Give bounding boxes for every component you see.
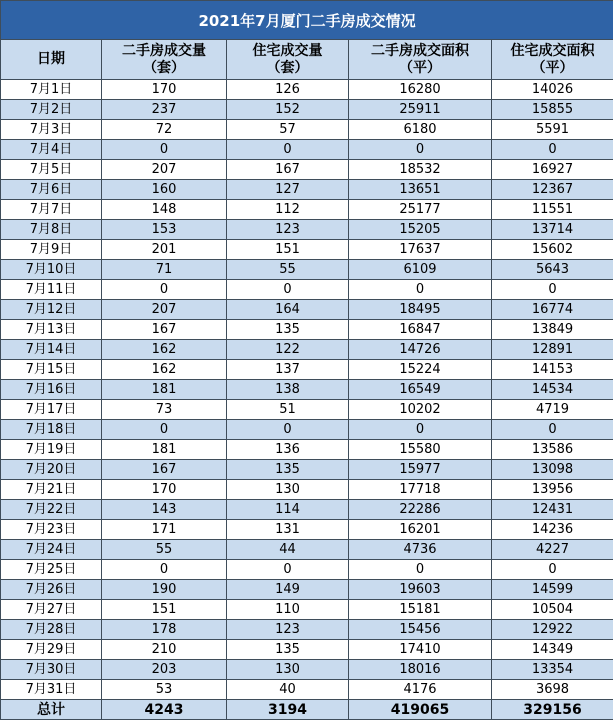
date-cell: 7月30日 [1,660,102,680]
secondhand-count-cell: 207 [102,160,227,180]
residential-area-cell: 12891 [492,340,613,360]
residential-count-cell: 135 [227,320,349,340]
residential-count-cell: 0 [227,140,349,160]
table-row [1,680,613,700]
table-row [1,380,613,400]
residential-area-cell: 11551 [492,200,613,220]
table-row [1,580,613,600]
residential-count-cell: 123 [227,220,349,240]
residential-area-cell: 15602 [492,240,613,260]
table-row [1,300,613,320]
secondhand-area-cell: 17718 [349,480,492,500]
table-row [1,280,613,300]
residential-count-cell: 55 [227,260,349,280]
residential-count-cell: 152 [227,100,349,120]
table-row [1,360,613,380]
header-date-label: 日期 [37,51,65,67]
secondhand-area-cell: 6180 [349,120,492,140]
header-residential-count-label: 住宅成交量 [253,43,323,59]
residential-count-cell: 114 [227,500,349,520]
table-row [1,420,613,440]
date-cell: 7月1日 [1,80,102,100]
residential-count-cell: 131 [227,520,349,540]
secondhand-area-cell: 0 [349,560,492,580]
header-secondhand-area-unit: （平） [399,60,441,76]
total-row [1,700,613,720]
table-row [1,400,613,420]
residential-area-cell: 10504 [492,600,613,620]
secondhand-count-cell: 151 [102,600,227,620]
date-cell: 7月6日 [1,180,102,200]
secondhand-count-cell: 153 [102,220,227,240]
secondhand-count-cell: 0 [102,420,227,440]
date-cell: 7月20日 [1,460,102,480]
date-cell: 7月13日 [1,320,102,340]
secondhand-count-cell: 55 [102,540,227,560]
secondhand-count-cell: 210 [102,640,227,660]
total-label: 总计 [1,700,102,720]
secondhand-count-cell: 0 [102,560,227,580]
residential-count-cell: 167 [227,160,349,180]
secondhand-area-cell: 16847 [349,320,492,340]
table-title: 2021年7月厦门二手房成交情况 [1,1,613,40]
table-row [1,480,613,500]
header-residential-count-unit: （套） [267,60,309,76]
date-cell: 7月4日 [1,140,102,160]
table-row [1,80,613,100]
date-cell: 7月12日 [1,300,102,320]
header-secondhand-count-label: 二手房成交量 [122,43,206,59]
table-row [1,160,613,180]
residential-area-cell: 13849 [492,320,613,340]
residential-count-cell: 57 [227,120,349,140]
header-residential-count [227,40,349,80]
residential-count-cell: 51 [227,400,349,420]
date-cell: 7月16日 [1,380,102,400]
table-row [1,240,613,260]
secondhand-area-cell: 16201 [349,520,492,540]
secondhand-count-cell: 160 [102,180,227,200]
date-cell: 7月24日 [1,540,102,560]
date-cell: 7月11日 [1,280,102,300]
residential-area-cell: 12431 [492,500,613,520]
date-cell: 7月15日 [1,360,102,380]
secondhand-area-cell: 18495 [349,300,492,320]
residential-count-cell: 126 [227,80,349,100]
table-row [1,620,613,640]
residential-count-cell: 164 [227,300,349,320]
table-row [1,540,613,560]
residential-count-cell: 130 [227,480,349,500]
secondhand-area-cell: 17637 [349,240,492,260]
table-row [1,640,613,660]
secondhand-count-cell: 72 [102,120,227,140]
residential-count-cell: 138 [227,380,349,400]
table-row [1,340,613,360]
date-cell: 7月26日 [1,580,102,600]
table-row [1,440,613,460]
secondhand-area-cell: 0 [349,140,492,160]
secondhand-area-cell: 13651 [349,180,492,200]
secondhand-count-cell: 203 [102,660,227,680]
residential-area-cell: 14236 [492,520,613,540]
secondhand-area-cell: 16549 [349,380,492,400]
secondhand-area-cell: 15181 [349,600,492,620]
header-row [1,40,613,80]
table-row [1,660,613,680]
residential-area-cell: 0 [492,560,613,580]
header-secondhand-count-unit: （套） [143,60,185,76]
total-residential-count-cell: 3194 [227,700,349,720]
secondhand-area-cell: 22286 [349,500,492,520]
date-cell: 7月21日 [1,480,102,500]
secondhand-area-cell: 25911 [349,100,492,120]
residential-area-cell: 4719 [492,400,613,420]
residential-area-cell: 13098 [492,460,613,480]
secondhand-count-cell: 181 [102,380,227,400]
secondhand-count-cell: 53 [102,680,227,700]
residential-count-cell: 40 [227,680,349,700]
residential-area-cell: 13354 [492,660,613,680]
title-row [1,1,613,40]
secondhand-count-cell: 71 [102,260,227,280]
table-row [1,140,613,160]
residential-count-cell: 135 [227,640,349,660]
residential-area-cell: 5591 [492,120,613,140]
residential-count-cell: 137 [227,360,349,380]
residential-area-cell: 13714 [492,220,613,240]
residential-area-cell: 13586 [492,440,613,460]
residential-area-cell: 0 [492,420,613,440]
table-row [1,520,613,540]
residential-area-cell: 14349 [492,640,613,660]
residential-area-cell: 12922 [492,620,613,640]
date-cell: 7月28日 [1,620,102,640]
header-secondhand-area-label: 二手房成交面积 [371,43,469,59]
secondhand-count-cell: 181 [102,440,227,460]
header-residential-area-label: 住宅成交面积 [511,43,595,59]
residential-count-cell: 0 [227,420,349,440]
date-cell: 7月2日 [1,100,102,120]
secondhand-area-cell: 15205 [349,220,492,240]
total-secondhand-count-cell: 4243 [102,700,227,720]
residential-count-cell: 110 [227,600,349,620]
header-residential-area-unit: （平） [532,60,574,76]
table-row [1,320,613,340]
date-cell: 7月25日 [1,560,102,580]
table-row [1,220,613,240]
secondhand-count-cell: 148 [102,200,227,220]
residential-area-cell: 0 [492,280,613,300]
residential-area-cell: 16927 [492,160,613,180]
header-date [1,40,102,80]
secondhand-area-cell: 15977 [349,460,492,480]
secondhand-count-cell: 178 [102,620,227,640]
header-secondhand-count [102,40,227,80]
residential-count-cell: 127 [227,180,349,200]
residential-area-cell: 13956 [492,480,613,500]
date-cell: 7月8日 [1,220,102,240]
secondhand-area-cell: 6109 [349,260,492,280]
secondhand-area-cell: 19603 [349,580,492,600]
table-row [1,560,613,580]
residential-area-cell: 14153 [492,360,613,380]
residential-count-cell: 0 [227,560,349,580]
table-row [1,260,613,280]
date-cell: 7月14日 [1,340,102,360]
secondhand-count-cell: 190 [102,580,227,600]
secondhand-area-cell: 25177 [349,200,492,220]
date-cell: 7月17日 [1,400,102,420]
secondhand-count-cell: 170 [102,480,227,500]
secondhand-count-cell: 162 [102,340,227,360]
secondhand-area-cell: 14726 [349,340,492,360]
date-cell: 7月19日 [1,440,102,460]
residential-count-cell: 122 [227,340,349,360]
date-cell: 7月18日 [1,420,102,440]
residential-area-cell: 3698 [492,680,613,700]
residential-count-cell: 151 [227,240,349,260]
secondhand-count-cell: 237 [102,100,227,120]
secondhand-area-cell: 16280 [349,80,492,100]
secondhand-area-cell: 18532 [349,160,492,180]
residential-area-cell: 12367 [492,180,613,200]
table-row [1,600,613,620]
secondhand-count-cell: 0 [102,140,227,160]
date-cell: 7月5日 [1,160,102,180]
date-cell: 7月23日 [1,520,102,540]
residential-area-cell: 4227 [492,540,613,560]
secondhand-area-cell: 18016 [349,660,492,680]
date-cell: 7月22日 [1,500,102,520]
residential-count-cell: 0 [227,280,349,300]
secondhand-count-cell: 167 [102,460,227,480]
table-row [1,100,613,120]
date-cell: 7月7日 [1,200,102,220]
secondhand-count-cell: 162 [102,360,227,380]
secondhand-count-cell: 73 [102,400,227,420]
residential-area-cell: 5643 [492,260,613,280]
secondhand-count-cell: 0 [102,280,227,300]
date-cell: 7月27日 [1,600,102,620]
date-cell: 7月3日 [1,120,102,140]
secondhand-count-cell: 143 [102,500,227,520]
secondhand-count-cell: 207 [102,300,227,320]
table-row [1,120,613,140]
residential-area-cell: 14599 [492,580,613,600]
secondhand-area-cell: 0 [349,280,492,300]
secondhand-count-cell: 171 [102,520,227,540]
residential-count-cell: 44 [227,540,349,560]
residential-area-cell: 0 [492,140,613,160]
residential-count-cell: 112 [227,200,349,220]
header-residential-area [492,40,613,80]
residential-count-cell: 149 [227,580,349,600]
date-cell: 7月31日 [1,680,102,700]
secondhand-area-cell: 4176 [349,680,492,700]
table-row [1,460,613,480]
table-row [1,500,613,520]
secondhand-area-cell: 17410 [349,640,492,660]
residential-area-cell: 14534 [492,380,613,400]
secondhand-area-cell: 15224 [349,360,492,380]
secondhand-area-cell: 4736 [349,540,492,560]
secondhand-area-cell: 15580 [349,440,492,460]
table-row [1,200,613,220]
residential-count-cell: 136 [227,440,349,460]
table-row [1,180,613,200]
total-residential-area-cell: 329156 [492,700,613,720]
total-secondhand-area-cell: 419065 [349,700,492,720]
date-cell: 7月10日 [1,260,102,280]
secondhand-area-cell: 0 [349,420,492,440]
secondhand-area-cell: 10202 [349,400,492,420]
residential-count-cell: 123 [227,620,349,640]
secondhand-count-cell: 170 [102,80,227,100]
residential-count-cell: 135 [227,460,349,480]
secondhand-count-cell: 201 [102,240,227,260]
secondhand-area-cell: 15456 [349,620,492,640]
date-cell: 7月9日 [1,240,102,260]
residential-area-cell: 14026 [492,80,613,100]
secondhand-count-cell: 167 [102,320,227,340]
header-secondhand-area [349,40,492,80]
residential-area-cell: 16774 [492,300,613,320]
residential-count-cell: 130 [227,660,349,680]
date-cell: 7月29日 [1,640,102,660]
residential-area-cell: 15855 [492,100,613,120]
